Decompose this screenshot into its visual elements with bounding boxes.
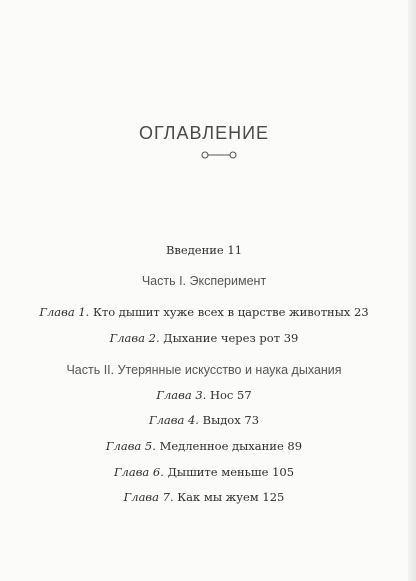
toc-entry-chapter-2[interactable] [0, 331, 408, 345]
entry-title: Медленное дыхание [159, 439, 284, 453]
chapter-label: Глава 2. [109, 331, 160, 345]
chapter-label: Глава 4. [148, 413, 199, 427]
toc-entry-chapter-3[interactable] [0, 388, 408, 402]
divider-ornament-icon [200, 149, 238, 161]
entry-title: Дыхание через рот [163, 331, 281, 345]
entry-title: Выдох [202, 413, 241, 427]
toc-entry-chapter-7[interactable] [0, 490, 408, 504]
entry-title: Введение [165, 243, 224, 257]
entry-page: 57 [237, 388, 252, 402]
chapter-label: Глава 3. [156, 388, 207, 402]
toc-entry-intro[interactable] [0, 243, 408, 257]
chapter-label: Глава 6. [113, 465, 164, 479]
page-title: ОГЛАВЛЕНИЕ [138, 123, 270, 143]
entry-title: Нос [209, 388, 234, 402]
entry-title: Как мы жуем [177, 490, 259, 504]
entry-page: 89 [287, 439, 303, 453]
entry-page: 23 [354, 305, 369, 319]
entry-page: 125 [262, 490, 285, 504]
toc-entry-chapter-5[interactable] [0, 439, 408, 453]
toc-entry-chapter-6[interactable] [0, 465, 408, 479]
page-edge [408, 0, 416, 581]
entry-title: Дышите меньше [167, 465, 269, 479]
entry-title: Кто дышит хуже всех в царстве животных [92, 305, 351, 319]
chapter-label: Глава 1. [39, 305, 90, 319]
entry-page: 73 [244, 413, 260, 427]
toc-part-1[interactable]: Часть I. Эксперимент [141, 274, 267, 288]
chapter-label: Глава 5. [105, 439, 156, 453]
toc-entry-chapter-1[interactable] [0, 305, 408, 319]
entry-page: 11 [227, 243, 243, 257]
entry-page: 105 [272, 465, 295, 479]
toc-part-2[interactable]: Часть II. Утерянные искусство и наука дыхания [66, 363, 342, 377]
chapter-label: Глава 7. [123, 490, 174, 504]
toc-entry-chapter-4[interactable] [0, 413, 408, 427]
entry-page: 39 [283, 331, 299, 345]
